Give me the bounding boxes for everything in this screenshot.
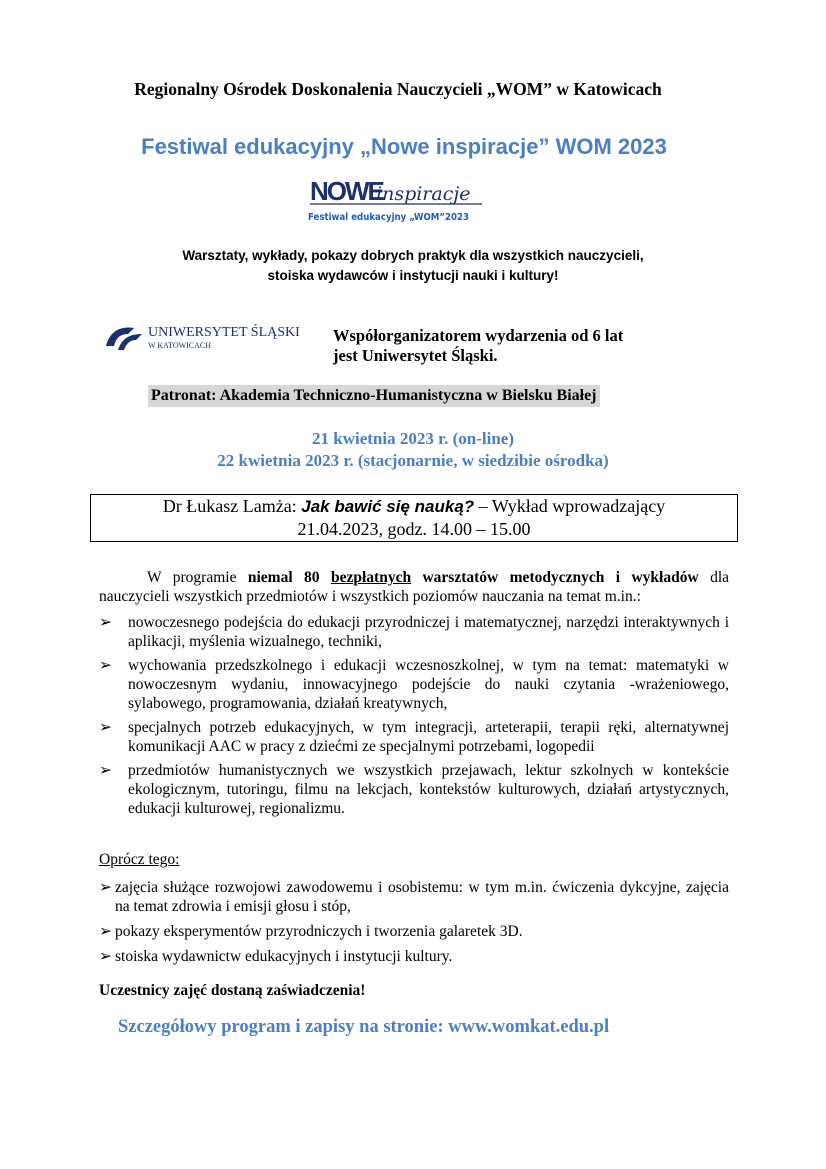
nowe-inspiracje-logo bbox=[310, 176, 490, 206]
date-online: 21 kwietnia 2023 r. (on-line) bbox=[312, 429, 514, 448]
details-line bbox=[118, 1017, 609, 1038]
tagline-line-2: stoiska wydawców i instytucji nauki i kultury! bbox=[267, 268, 559, 283]
list-item: ➢ stoiska wydawnictw edukacyjnych i instytucji kultury. bbox=[99, 948, 453, 965]
arrow-bullet-icon: ➢ bbox=[99, 719, 112, 736]
program-topics-list bbox=[99, 613, 729, 823]
website-link[interactable]: www.womkat.edu.pl bbox=[448, 1017, 610, 1037]
university-logo-city: W KATOWICACH bbox=[148, 341, 212, 350]
arrow-bullet-icon: ➢ bbox=[99, 762, 112, 779]
opening-lecture-box bbox=[90, 494, 738, 542]
logo-brand-word: NOWE bbox=[310, 176, 383, 206]
list-item: ➢ specjalnych potrzeb edukacyjnych, w tym integracji, arteterapii, terapii ręki, alternatywnej komunikacji AAC w pracy z dziećmi ze specjalnymi potrzebami, logopedii bbox=[99, 719, 729, 755]
extra-list bbox=[99, 878, 729, 972]
co-organizer-text bbox=[333, 326, 623, 366]
university-emblem-icon bbox=[106, 328, 142, 350]
list-item: ➢ zajęcia służące rozwojowi zawodowemu i osobistemu: w tym m.in. ćwiczenia dykcyjne, zajęcia na temat zdrowia i emisji głosu i stóp, bbox=[99, 879, 729, 915]
lecture-speaker: Dr Łukasz Lamża: bbox=[162, 496, 302, 516]
intro-prefix: W programie bbox=[147, 569, 248, 586]
university-logo-name: UNIWERSYTET ŚLĄSKI bbox=[148, 325, 300, 340]
details-label: Szczegółowy program i zapisy na stronie: bbox=[118, 1017, 449, 1037]
lecture-suffix: – Wykład wprowadzający bbox=[474, 496, 666, 516]
tagline-line-1: Warsztaty, wykłady, pokazy dobrych praktyk dla wszystkich nauczycieli, bbox=[182, 248, 644, 263]
certificate-note: Uczestnicy zajęć dostaną zaświadczenia! bbox=[99, 982, 366, 999]
list-item: ➢ wychowania przedszkolnego i edukacji wczesnoszkolnej, w tym na temat: matematyki w nowoczesnym wydaniu, innowacyjnego podejście do nauki czytania -wrażeniowego, sylabowego, programowania, działań kreatywnych, bbox=[99, 657, 729, 712]
university-logo bbox=[104, 320, 304, 354]
co-organizer-line-1: Współorganizatorem wydarzenia od 6 lat bbox=[333, 326, 624, 345]
intro-bold-2: warsztatów metodycznych i wykładów bbox=[411, 569, 699, 586]
arrow-bullet-icon: ➢ bbox=[99, 657, 112, 674]
organization-header: Regionalny Ośrodek Doskonalenia Nauczycieli „WOM” w Katowicach bbox=[134, 79, 662, 99]
logo-brand-script: inspiracje bbox=[376, 183, 471, 205]
date-onsite: 22 kwietnia 2023 r. (stacjonarnie, w siedzibie ośrodka) bbox=[217, 451, 609, 470]
arrow-bullet-icon: ➢ bbox=[99, 923, 112, 940]
festival-title: Festiwal edukacyjny „Nowe inspiracje” WOM 2023 bbox=[141, 134, 667, 159]
arrow-bullet-icon: ➢ bbox=[99, 879, 112, 896]
event-dates bbox=[0, 428, 826, 472]
intro-bold-1: niemal 80 bbox=[247, 569, 331, 586]
logo-subtitle: Festiwal edukacyjny „WOM”2023 bbox=[308, 212, 469, 223]
lecture-time: 21.04.2023, godz. 14.00 – 15.00 bbox=[297, 519, 531, 539]
list-item: ➢ nowoczesnego podejścia do edukacji przyrodniczej i matematycznej, narzędzi interaktywnych i aplikacji, myślenia wizualnego, techniki, bbox=[99, 614, 729, 650]
program-intro bbox=[99, 568, 729, 606]
arrow-bullet-icon: ➢ bbox=[99, 948, 112, 965]
lecture-title: Jak bawić się nauką? bbox=[301, 497, 475, 516]
extra-heading: Oprócz tego: bbox=[99, 851, 180, 868]
list-item: ➢ pokazy eksperymentów przyrodniczych i tworzenia galaretek 3D. bbox=[99, 923, 523, 940]
intro-suffix: dla nauczycieli wszystkich przedmiotów i wszystkich poziomów nauczania na temat m.in.: bbox=[99, 569, 730, 605]
co-organizer-line-2: jest Uniwersytet Śląski. bbox=[333, 346, 498, 365]
list-item: ➢ przedmiotów humanistycznych we wszystkich przejawach, lektur szkolnych w kontekście ekologicznym, tutoringu, filmu na lekcjach, kontekstów kulturowych, działań artystycznych, edukacji kulturowej, regionalizmu. bbox=[99, 762, 729, 817]
tagline bbox=[0, 246, 826, 286]
patronage: Patronat: Akademia Techniczno-Humanistyczna w Bielsku Białej bbox=[148, 385, 600, 407]
intro-bold-underline: bezpłatnych bbox=[330, 569, 412, 586]
lecture-line bbox=[91, 495, 737, 518]
arrow-bullet-icon: ➢ bbox=[99, 614, 112, 631]
